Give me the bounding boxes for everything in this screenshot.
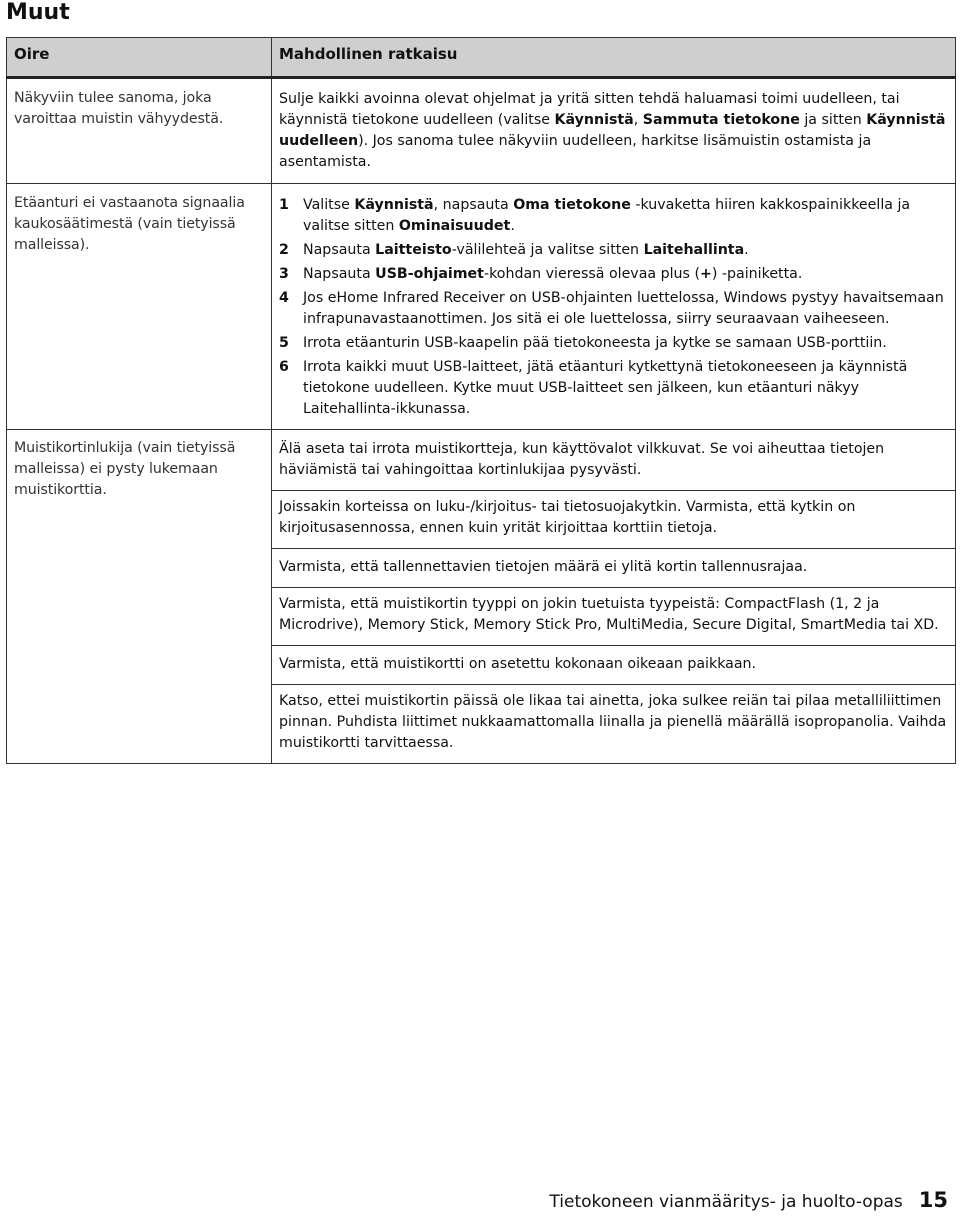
problem-remote-sensor: Etäanturi ei vastaanota signaalia kaukosäätimestä (vain tietyissä malleissa).: [7, 184, 272, 430]
step-1: 1 Valitse Käynnistä, napsauta Oma tietokone -kuvaketta hiiren kakkospainikkeella ja valitse sitten Ominaisuudet.: [279, 197, 911, 234]
solution-card-4: Varmista, että muistikortin tyyppi on jokin tuetuista tyypeistä: CompactFlash (1, 2 ja Microdrive), Memory Stick, Memory Stick Pro, MultiMedia, Secure Digital, SmartMedia tai XD.: [272, 588, 956, 646]
solution-card-5: Varmista, että muistikortti on asetettu kokonaan oikeaan paikkaan.: [272, 646, 956, 685]
step-3: 3 Napsauta USB-ohjaimet-kohdan vieressä olevaa plus (+) -painiketta.: [279, 266, 803, 282]
problem-low-memory: Näkyviin tulee sanoma, joka varoittaa muistin vähyydestä.: [7, 78, 272, 184]
table-header-row: [7, 38, 956, 78]
menu-restart: Käynnistä uudelleen: [279, 112, 946, 149]
header-problem: Oire: [7, 38, 272, 78]
solution-card-1: Älä aseta tai irrota muistikortteja, kun käyttövalot vilkkuvat. Se voi aiheuttaa tietojen häviämistä tai vahingoittaa kortinlukijaa pysyvästi.: [272, 430, 956, 491]
solution-remote-sensor: [272, 184, 956, 430]
step-6: 6 Irrota kaikki muut USB-laitteet, jätä etäanturi kytkettynä tietokoneeseen ja käynnistä tietokone uudelleen. Kytke muut USB-laitteet sen jälkeen, kun etäanturi näkyy Laitehallinta-ikkunassa.: [279, 359, 908, 417]
footer-title: Tietokoneen vianmääritys- ja huolto-opas: [549, 1192, 903, 1212]
problem-card-reader: Muistikortinlukija (vain tietyissä malleissa) ei pysty lukemaan muistikorttia.: [7, 430, 272, 764]
page-footer: [549, 1188, 948, 1212]
page-number: 15: [918, 1188, 948, 1212]
solution-low-memory: Sulje kaikki avoinna olevat ohjelmat ja yritä sitten tehdä haluamasi toimi uudelleen, tai käynnistä tietokone uudelleen (valitse Käynnistä, Sammuta tietokone ja sitten Käynnistä uudelleen). Jos sanoma tulee näkyviin uudelleen, harkitse lisämuistin ostamista ja asentamista.: [272, 78, 956, 184]
step-5: 5 Irrota etäanturin USB-kaapelin pää tietokoneesta ja kytke se samaan USB-porttiin.: [279, 335, 887, 351]
table-row: [7, 430, 956, 491]
menu-start: Käynnistä: [554, 112, 634, 128]
steps-list: [279, 195, 949, 420]
table-row: [7, 78, 956, 184]
header-solution: Mahdollinen ratkaisu: [272, 38, 956, 78]
solution-card-3: Varmista, että tallennettavien tietojen määrä ei ylitä kortin tallennusrajaa.: [272, 549, 956, 588]
troubleshooting-table: [6, 37, 956, 764]
step-4: 4 Jos eHome Infrared Receiver on USB-ohjainten luettelossa, Windows pystyy havaitsemaan infrapunavastaanottimen. Jos sitä ei ole luettelossa, siirry seuraavaan vaiheeseen.: [279, 290, 944, 327]
menu-shutdown: Sammuta tietokone: [642, 112, 800, 128]
table-row: [7, 184, 956, 430]
solution-card-2: Joissakin korteissa on luku-/kirjoitus- tai tietosuojakytkin. Varmista, että kytkin on kirjoitusasennossa, ennen kuin yrität kirjoittaa korttiin tietoja.: [272, 491, 956, 549]
solution-card-6: Katso, ettei muistikortin päissä ole likaa tai ainetta, joka sulkee reiän tai pilaa metalliliittimen pinnan. Puhdista liittimet nukkaamattomalla liinalla ja pienellä määrällä isopropanolia. Vaihda muistikortti tarvittaessa.: [272, 685, 956, 764]
page-title: Muut: [6, 0, 70, 25]
step-2: 2 Napsauta Laitteisto-välilehteä ja valitse sitten Laitehallinta.: [279, 242, 749, 258]
